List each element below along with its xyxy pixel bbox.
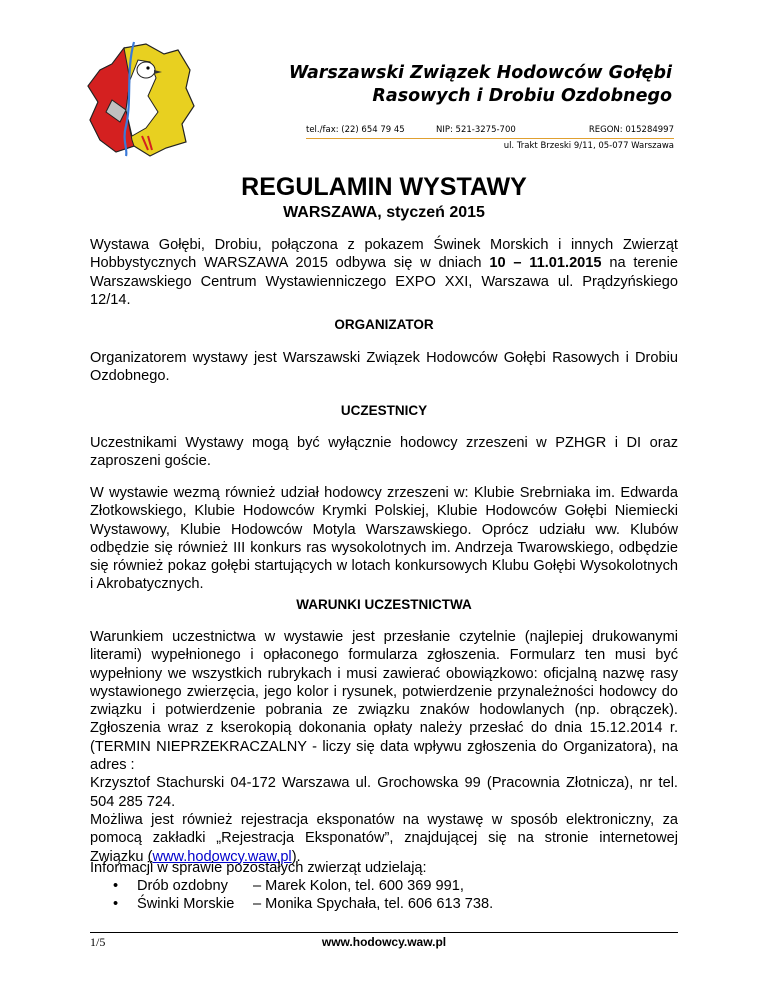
contact-address: ul. Trakt Brzeski 9/11, 05-077 Warszawa [503,141,674,151]
bullet-icon: • [113,896,119,913]
document-subtitle: WARSZAWA, styczeń 2015 [283,204,485,221]
list-item [113,895,673,913]
conditions-online-registration [90,811,678,866]
online-text-before: Możliwa jest również rejestracja eksponatów na wystawę w sposób elektroniczny, za pomocą zakładki „Rejestracja Eksponatów”, znajdującej się na stronie internetowej Związku ( [90,811,678,865]
contact-nip: NIP: 521-3275-700 [436,125,516,135]
header-divider [306,138,674,139]
intro-dates: 10 – 11.01.2015 [489,255,602,272]
organization-name-line2: Rasowych i Drobiu Ozdobnego [372,86,672,106]
document-title: REGULAMIN WYSTAWY [241,173,527,201]
page-number: 1/5 [90,935,106,949]
contact-phone: tel./fax: (22) 654 79 45 [306,125,405,135]
participants-paragraph-2: W wystawie wezmą również udział hodowcy zrzeszeni w: Klubie Srebrniaka im. Edwarda Złotkowskiego, Klubie Hodowców Krymki Polskiej, Klubie Hodowców Gołębi Niemiecki Wystawowy, Klubie Hodowców Motyla Warszawskiego. Oprócz udziału ww. Klubów odbędzie się również III konkurs ras wysokolotnych im. Andrzeja Twarowskiego, odbędzie się również pokaz gołębi startujących w lotach konkursowych Klubu Gołębi Wysokolotnych i Akrobatycznych. [90,485,678,593]
intro-paragraph [90,236,678,309]
website-link[interactable]: www.hodowcy.waw.pl [152,848,292,865]
association-logo-icon [86,40,196,158]
footer-url: www.hodowcy.waw.pl [321,935,447,949]
conditions-block [90,628,678,866]
participants-paragraph-1: Uczestnikami Wystawy mogą być wyłącznie hodowcy zrzeszeni w PZHGR i DI oraz zaproszeni goście. [90,435,678,470]
bullet-icon: • [113,878,119,894]
conditions-paragraph: Warunkiem uczestnictwa w wystawie jest przesłanie czytelnie (najlepiej drukowanymi literami) wypełnionego i opłaconego formularza zgłoszenia. Formularz ten musi być wypełniony we wszystkich rubrykach i musi zawierać obowiązkowo: oficjalną nazwę rasy wystawionego zwierzęcia, jego kolor i rysunek, potwierdzenie przynależności hodowcy do związku i potwierdzenie pobrania ze związku znaków hodowlanych (np. obrączek). Zgłoszenia wraz z kserokopią dokonania opłaty należy przesłać do dnia 15.12.2014 r. (TERMIN NIEPRZEKRACZALNY - liczy się data wpływu zgłoszenia do Organizatora), na adres : [90,629,678,774]
list-item-animal: Świnki Morskie [137,896,235,913]
organization-name [200,62,672,108]
section-heading-conditions: WARUNKI UCZESTNICTWA [296,597,472,612]
organization-name-line1: Warszawski Związek Hodowców Gołębi [288,63,672,83]
conditions-address: Krzysztof Stachurski 04-172 Warszawa ul. Grochowska 99 (Pracownia Złotnicza), nr tel. 504 285 724. [90,775,678,810]
online-text-after: ). [291,848,301,865]
intro-text-2: na terenie Warszawskiego Centrum Wystawienniczego EXPO XXI, Warszawa ul. Prądzyńskiego 12/14. [90,255,678,308]
info-intro: Informacji w sprawie pozostałych zwierząt udzielają: [90,860,427,876]
section-heading-participants: UCZESTNICY [340,403,428,418]
list-item-contact: – Monika Spychała, tel. 606 613 738. [253,896,494,913]
list-item [113,877,673,895]
intro-text-1: Wystawa Gołębi, Drobiu, połączona z pokazem Świnek Morskich i innych Zwierząt Hobbystycznych WARSZAWA 2015 odbywa się w dniach [90,237,678,272]
info-contact-list [113,877,673,914]
footer-divider [90,932,678,933]
organizer-paragraph: Organizatorem wystawy jest Warszawski Związek Hodowców Gołębi Rasowych i Drobiu Ozdobnego. [90,350,678,385]
section-heading-organizer: ORGANIZATOR [334,317,434,332]
list-item-animal: Drób ozdobny [137,878,228,894]
contact-row [306,124,674,136]
list-item-contact: – Marek Kolon, tel. 600 369 991, [253,878,464,894]
contact-regon: REGON: 015284997 [588,125,674,135]
